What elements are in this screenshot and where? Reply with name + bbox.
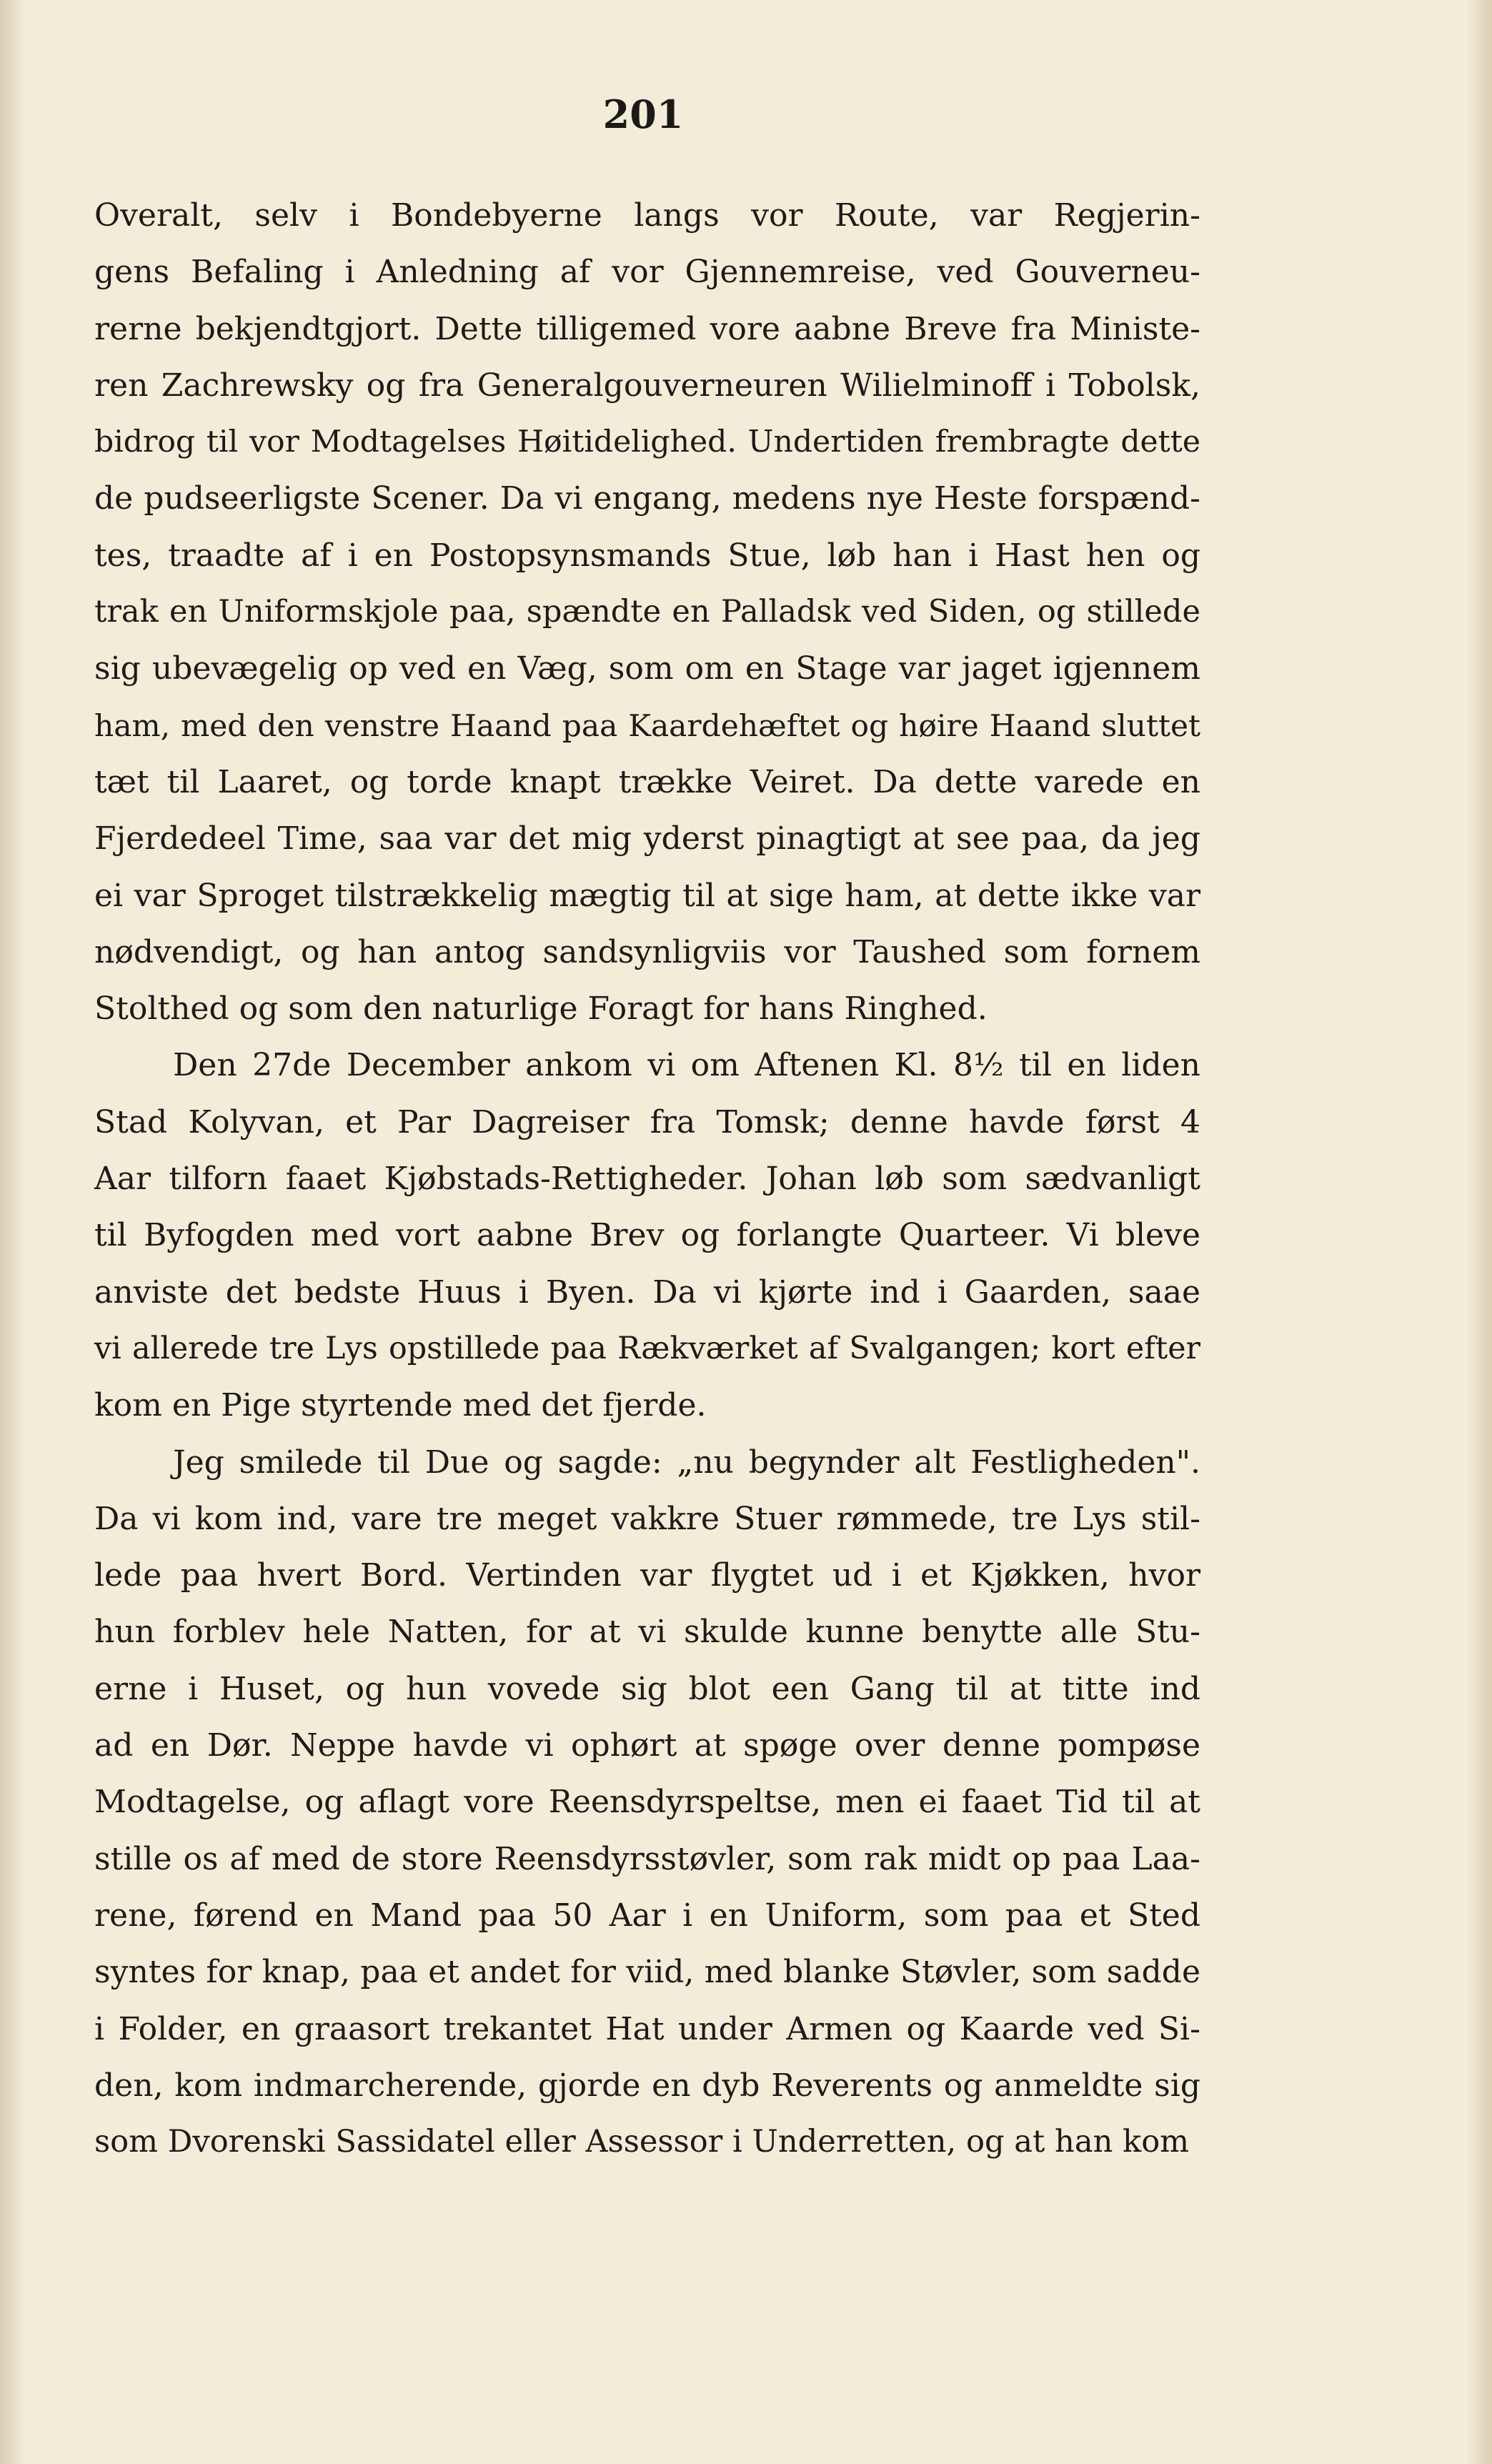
paragraph [94, 1037, 1200, 1434]
text-line: trak en Uniformskjole paa, spændte en Palladsk ved Siden, og stillede [94, 594, 1200, 630]
text-line: tæt til Laaret, og torde knapt trække Veiret. Da dette varede en [94, 763, 1200, 800]
text-line: tes, traadte af i en Postopsynsmands Stue, løb han i Hast hen og [94, 537, 1200, 574]
text-line: Fjerdedeel Time, saa var det mig yderst pinagtigt at see paa, da jeg [94, 820, 1200, 858]
text-line: kom en Pige styrtende med det fjerde. [94, 1387, 707, 1424]
text-line: rerne bekjendtgjort. Dette tilligemed vore aabne Breve fra Ministe- [94, 310, 1200, 347]
text-line: Overalt, selv i Bondebyerne langs vor Route, var Regjerin- [94, 197, 1200, 234]
text-line: til Byfogden med vort aabne Brev og forlangte Quarteer. Vi bleve [94, 1217, 1200, 1254]
text-line: ei var Sproget tilstrækkelig mægtig til at sige ham, at dette ikke var [94, 877, 1200, 914]
text-line: Den 27de December ankom vi om Aftenen Kl. 8½ til en liden [173, 1047, 1200, 1084]
body-text [94, 187, 1200, 2170]
text-line: Jeg smilede til Due og sagde: „nu begynder alt Festligheden". [173, 1444, 1200, 1481]
page-left-edge-shadow [0, 0, 26, 2464]
text-line: Stad Kolyvan, et Par Dagreiser fra Tomsk; denne havde først 4 [94, 1103, 1200, 1141]
page-number: 201 [602, 91, 684, 137]
text-line: Modtagelse, og aflagt vore Reensdyrspeltse, men ei faaet Tid til at [94, 1784, 1200, 1821]
text-line: Aar tilforn faaet Kjøbstads-Rettigheder. Johan løb som sædvanligt [94, 1161, 1200, 1198]
text-line: den, kom indmarcherende, gjorde en dyb Reverents og anmeldte sig [94, 2067, 1200, 2104]
text-line: syntes for knap, paa et andet for viid, med blanke Støvler, som sadde [94, 1954, 1200, 1991]
paragraph [94, 187, 1200, 1037]
text-line: Stolthed og som den naturlige Foragt for hans Ringhed. [94, 990, 988, 1028]
text-line: bidrog til vor Modtagelses Høitidelighed. Undertiden frembragte dette [94, 424, 1200, 460]
text-line: sig ubevægelig op ved en Væg, som om en Stage var jaget igjennem [94, 650, 1200, 687]
text-line: erne i Huset, og hun vovede sig blot een Gang til at titte ind [94, 1670, 1200, 1707]
text-line: vi allerede tre Lys opstillede paa Rækværket af Svalgangen; kort efter [94, 1330, 1200, 1366]
text-line: i Folder, en graasort trekantet Hat under Armen og Kaarde ved Si- [94, 2010, 1200, 2047]
text-line: som Dvorenski Sassidatel eller Assessor i Underretten, og at han kom [94, 2124, 1190, 2160]
text-line: ad en Dør. Neppe havde vi ophørt at spøge over denne pompøse [94, 1727, 1200, 1764]
paragraph [94, 1434, 1200, 2171]
text-line: ham, med den venstre Haand paa Kaardehæftet og høire Haand sluttet [94, 707, 1200, 743]
text-line: Da vi kom ind, vare tre meget vakkre Stuer rømmede, tre Lys stil- [94, 1500, 1200, 1537]
text-line: gens Befaling i Anledning af vor Gjennemreise, ved Gouverneu- [94, 254, 1200, 291]
text-line: nødvendigt, og han antog sandsynligviis vor Taushed som fornem [94, 933, 1200, 970]
text-line: ren Zachrewsky og fra Generalgouverneuren Wilielminoff i Tobolsk, [94, 367, 1200, 404]
text-line: de pudseerligste Scener. Da vi engang, medens nye Heste forspænd- [94, 480, 1200, 517]
text-line: stille os af med de store Reensdyrsstøvler, som rak midt op paa Laa- [94, 1840, 1200, 1877]
text-line: lede paa hvert Bord. Vertinden var flygtet ud i et Kjøkken, hvor [94, 1557, 1200, 1594]
text-line: rene, førend en Mand paa 50 Aar i en Uniform, som paa et Sted [94, 1897, 1200, 1934]
text-line: anviste det bedste Huus i Byen. Da vi kjørte ind i Gaarden, saae [94, 1273, 1200, 1311]
text-line: hun forblev hele Natten, for at vi skulde kunne benytte alle Stu- [94, 1614, 1200, 1651]
page-right-edge-shadow [1466, 0, 1492, 2464]
